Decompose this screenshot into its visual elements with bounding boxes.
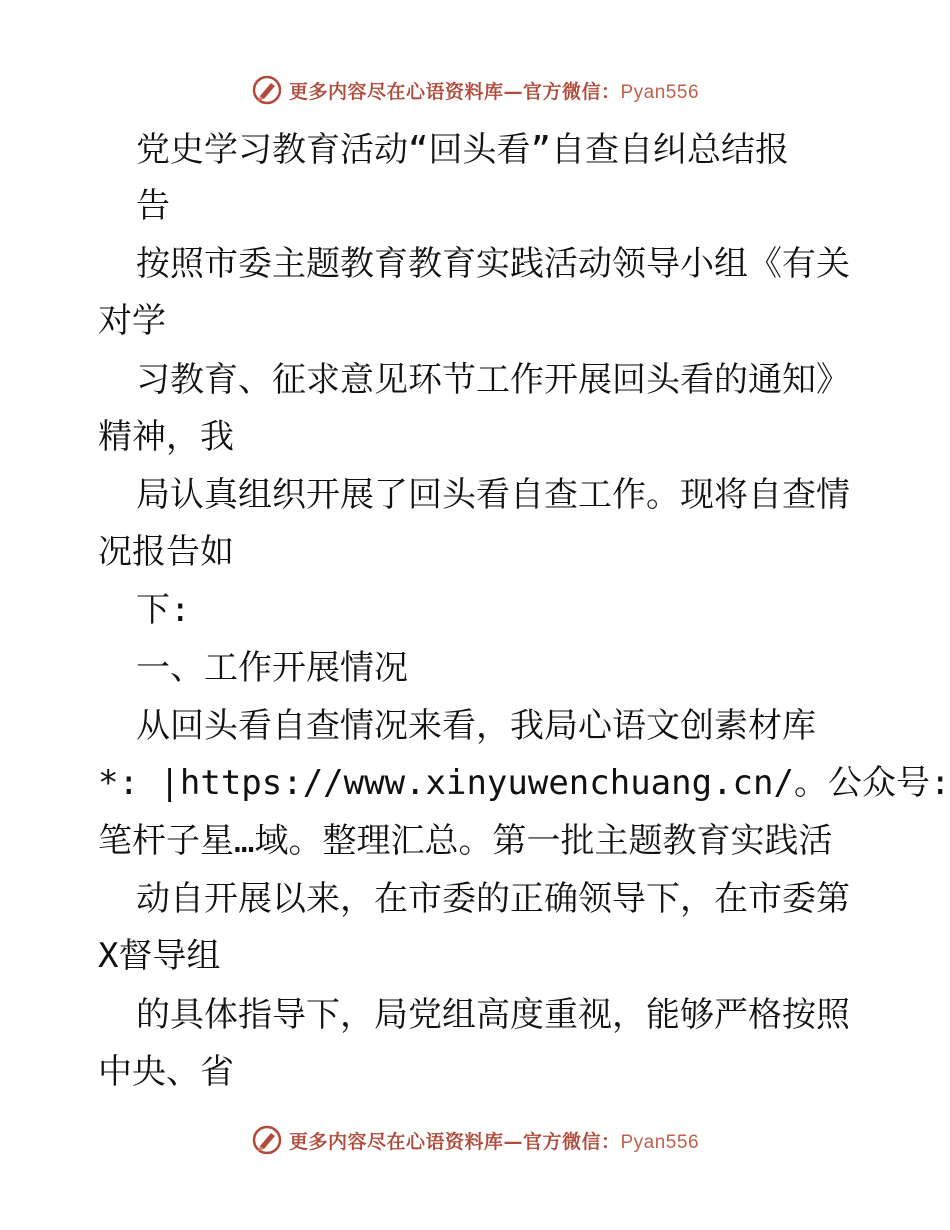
watermark-main-text: 更多内容尽在心语资料库 — [288, 80, 504, 103]
text-line: 党史学习教育活动“回头看”自查自纠总结报 — [136, 130, 789, 170]
text-line: 中央、省 — [98, 1052, 234, 1092]
watermark-account: Pyan556 — [620, 1131, 700, 1153]
text-line: 习教育、征求意见环节工作开展回头看的通知》 — [136, 360, 850, 400]
text-line: 精神，我 — [98, 417, 234, 457]
watermark-separator: — — [503, 1130, 523, 1153]
text-line: 动自开展以来，在市委的正确领导下，在市委第 — [136, 879, 850, 919]
text-line: 告 — [136, 186, 170, 226]
text-line: 下: — [136, 590, 191, 630]
text-line: X督导组 — [98, 936, 221, 976]
pen-logo-icon — [251, 74, 283, 106]
pen-logo-icon — [251, 1124, 283, 1156]
text-line: 从回头看自查情况来看，我局心语文创素材库 — [136, 706, 816, 746]
watermark-separator: — — [503, 80, 523, 103]
footer-watermark — [0, 1120, 950, 1160]
text-line: 局认真组织开展了回头看自查工作。现将自查情 — [136, 475, 850, 515]
watermark-sub-text: 官方微信： — [522, 80, 621, 103]
text-line: 况报告如 — [98, 532, 234, 572]
watermark-text — [289, 1127, 699, 1154]
watermark-sub-text: 官方微信： — [522, 1130, 621, 1153]
watermark-account: Pyan556 — [620, 81, 700, 103]
watermark-text — [289, 77, 699, 104]
text-line: 笔杆子星…域。整理汇总。第一批主题教育实践活 — [98, 821, 833, 861]
text-line: *: |https://www.xinyuwenchuang.cn/。公众号: — [98, 763, 950, 803]
text-line: 按照市委主题教育教育实践活动领导小组《有关 — [136, 244, 850, 284]
watermark-main-text: 更多内容尽在心语资料库 — [288, 1130, 504, 1153]
header-watermark — [0, 70, 950, 110]
text-line: 的具体指导下，局党组高度重视，能够严格按照 — [136, 995, 850, 1035]
text-line: 对学 — [98, 301, 166, 341]
section-heading: 一、工作开展情况 — [136, 648, 408, 688]
